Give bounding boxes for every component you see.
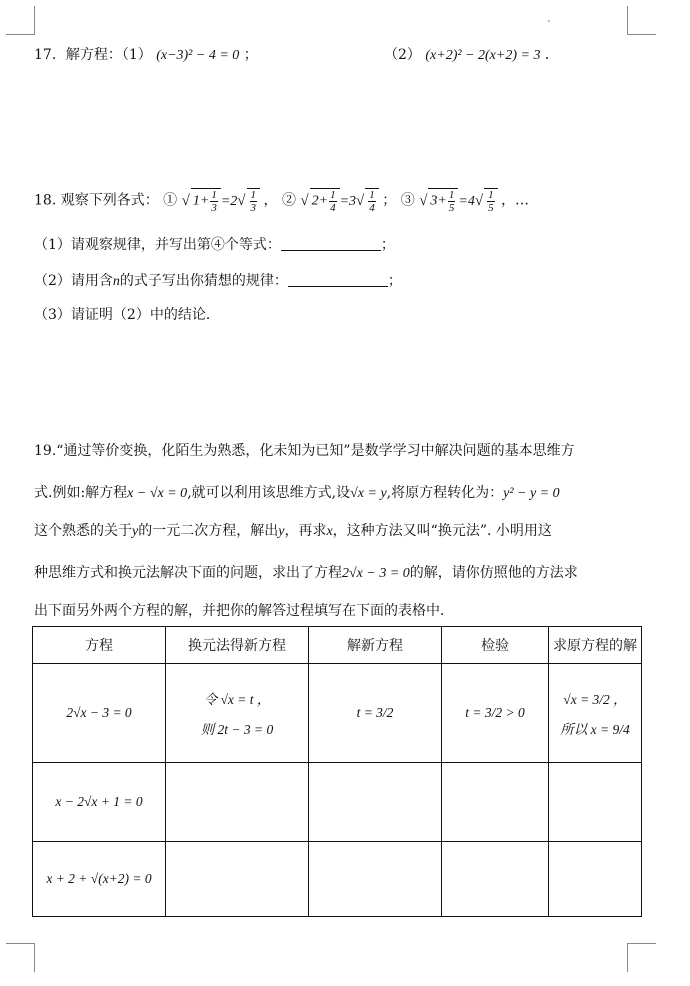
header-substitution: 换元法得新方程 — [166, 627, 309, 664]
row2-check-cell[interactable] — [442, 763, 549, 842]
q17-eq1: (x−3)² − 4 = 0 — [156, 48, 240, 63]
q18-marker-2: ② — [281, 192, 296, 209]
q18-expr-3: √ 3+ $\frac{1}{5}$ =4√ $\frac{1}{5}$ — [419, 194, 501, 209]
q18-marker-1: ① — [163, 192, 178, 209]
header-check: 检验 — [442, 627, 549, 664]
q19-line-1: 19.“通过等价变换，化陌生为熟悉，化未知为已知”是数学学习中解决问题的基本思维方 — [34, 443, 575, 459]
row1-substitution: 令 √x = t ， 则 2t − 3 = 0 — [166, 664, 309, 763]
row2-equation: x − 2√x + 1 = 0 — [33, 763, 166, 842]
row1-check: t = 3/2 > 0 — [442, 664, 549, 763]
row2-substitution-cell[interactable] — [166, 763, 309, 842]
crop-mark-top-left — [6, 6, 35, 35]
table-row — [33, 763, 642, 842]
answer-blank-1[interactable] — [281, 236, 381, 251]
crop-mark-bottom-left — [6, 943, 35, 972]
q19-line-3: 这个熟悉的关于y的一元二次方程，解出y，再求x，这种方法又叫“换元法”. 小明用这 — [34, 523, 552, 539]
row3-check-cell[interactable] — [442, 842, 549, 917]
q18-intro: 18. 观察下列各式： — [34, 192, 159, 209]
answer-table — [32, 626, 642, 917]
row2-answer-cell[interactable] — [549, 763, 642, 842]
row1-equation: 2√x − 3 = 0 — [33, 664, 166, 763]
crop-mark-top-right — [627, 6, 656, 35]
row1-solve: t = 3/2 — [309, 664, 442, 763]
q17-label2: （2） — [384, 47, 421, 63]
q18-part2: （2）请用含n的式子写出你猜想的规律： ； — [34, 273, 402, 289]
q17-eq2: (x+2)² − 2(x+2) = 3 — [425, 48, 541, 63]
table-row — [33, 842, 642, 917]
q17-line — [34, 44, 258, 64]
speck — [548, 20, 550, 22]
header-equation: 方程 — [33, 627, 166, 664]
q17-sep: ； — [243, 47, 258, 63]
q18-expr-2: √ 2+ $\frac{1}{4}$ =3√ $\frac{1}{4}$ — [300, 194, 382, 209]
q18-part3: （3）请证明（2）中的结论． — [34, 307, 220, 323]
q19-line-4: 种思维方式和换元法解决下面的问题，求出了方程2√x − 3 = 0的解，请你仿照他的方法求 — [34, 565, 578, 581]
q17-label: 17．解方程：（1） — [34, 47, 152, 63]
table-row — [33, 664, 642, 763]
header-solve: 解新方程 — [309, 627, 442, 664]
q18-expr-1: √ 1+ $\frac{1}{3}$ =2√ $\frac{1}{3}$ — [182, 194, 264, 209]
row3-answer-cell[interactable] — [549, 842, 642, 917]
row3-solve-cell[interactable] — [309, 842, 442, 917]
row2-solve-cell[interactable] — [309, 763, 442, 842]
q19-line-2: 式.例如:解方程x − √x = 0,就可以利用该思维方式,设√x = y,将原方程转化为：y² − y = 0 — [34, 485, 560, 501]
row3-equation: x + 2 + √(x+2) = 0 — [33, 842, 166, 917]
q17-part2 — [384, 44, 559, 64]
q18-intro-line: 18. 观察下列各式： ① √ 1+ $\frac{1}{3}$ =2√ $\frac{1}{3}$ ， ② √ 2+ $\frac{1}{4}$ =3√ $\frac{1}{4}$ ； ③ √ 3+ $\frac{1}{5}$ =4√ $\frac{1}{5}$ ，… — [34, 189, 530, 214]
row3-substitution-cell[interactable] — [166, 842, 309, 917]
radical-icon: √ — [181, 192, 190, 209]
header-answer: 求原方程的解 — [549, 627, 642, 664]
q18-marker-3: ③ — [400, 192, 415, 209]
q17-end: ． — [544, 47, 559, 63]
table-header-row — [33, 627, 642, 664]
row1-answer: √x = 3/2 ， 所以 x = 9/4 — [549, 664, 642, 763]
q18-part1: （1）请观察规律，并写出第④个等式： ； — [34, 237, 395, 253]
crop-mark-bottom-right — [627, 943, 656, 972]
q19-line-5: 出下面另外两个方程的解，并把你的解答过程填写在下面的表格中． — [34, 603, 454, 619]
answer-blank-2[interactable] — [288, 272, 388, 287]
